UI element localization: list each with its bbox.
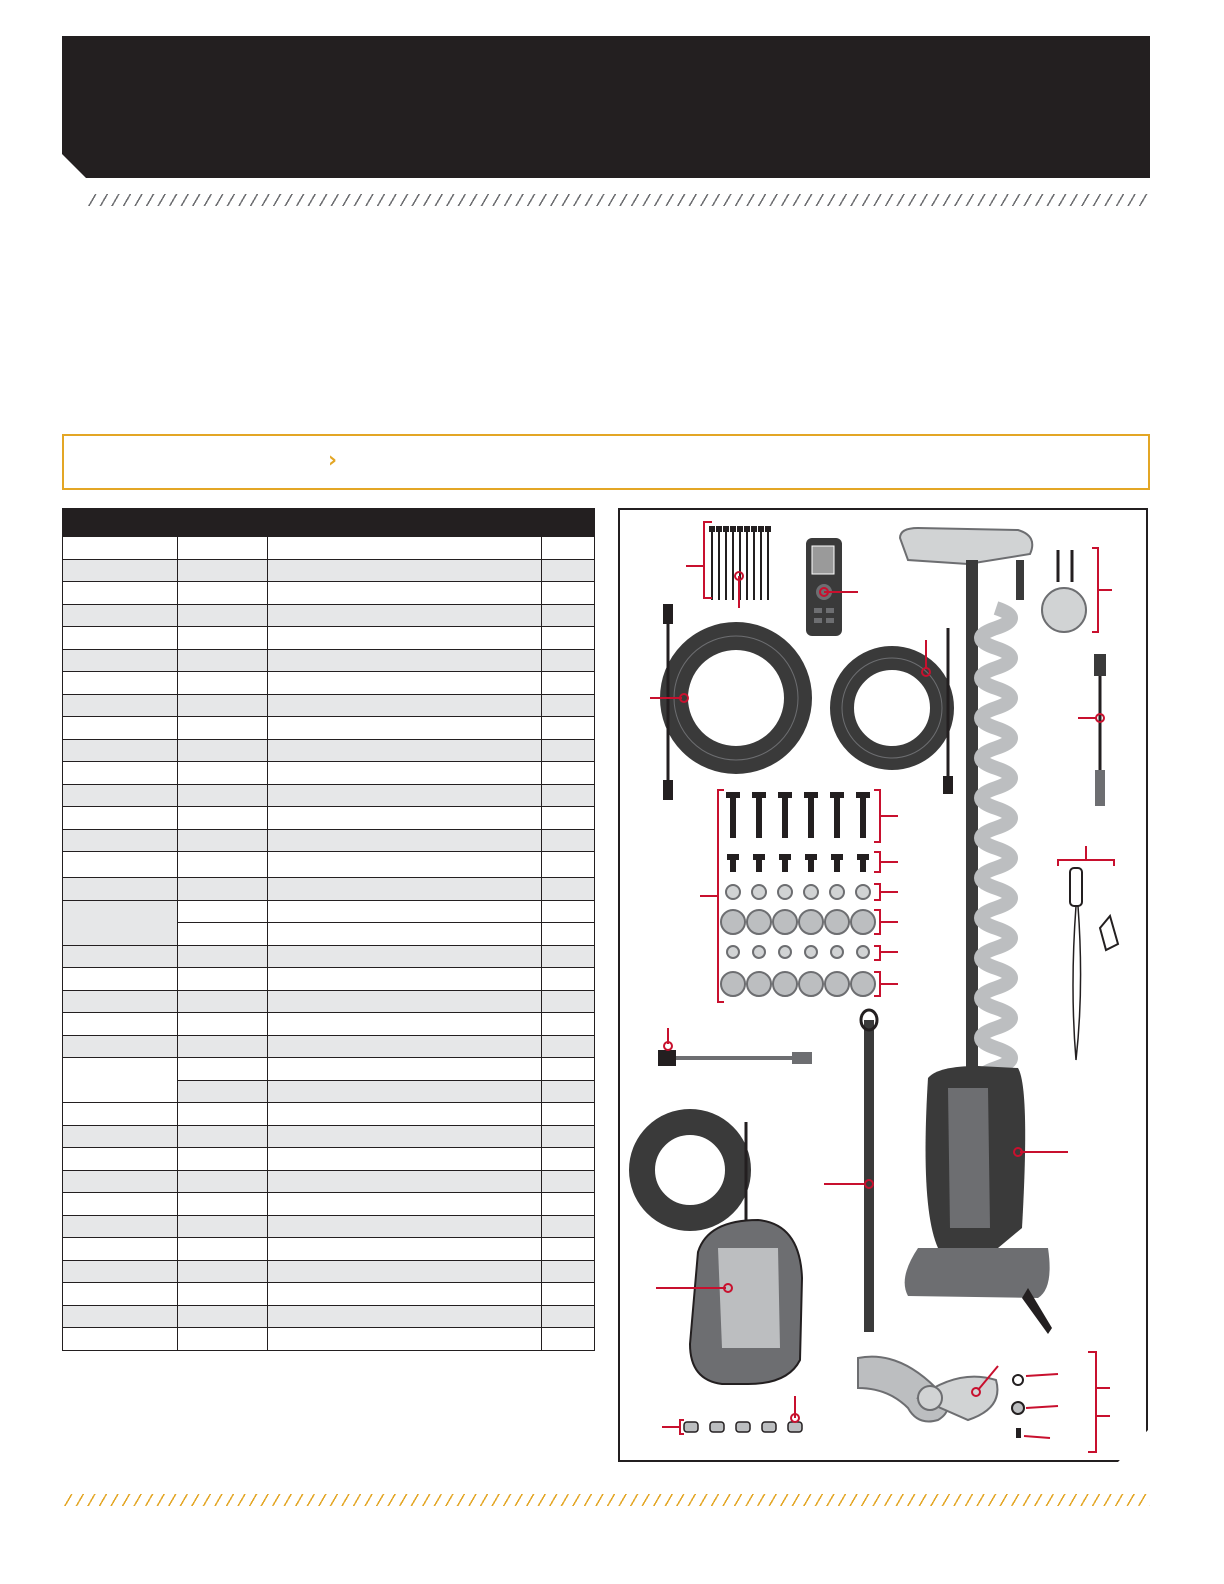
sensor-cable-icon — [658, 1050, 812, 1066]
table-row — [63, 1283, 595, 1306]
note-box — [62, 434, 1150, 490]
table-header-row — [63, 509, 595, 537]
table-row — [63, 1103, 595, 1126]
table-row — [63, 945, 595, 968]
table-row — [63, 829, 595, 852]
table-row — [63, 1215, 595, 1238]
strap-icon — [861, 1010, 877, 1332]
foot-pedal-icon — [642, 1122, 802, 1384]
table-row — [63, 1058, 595, 1081]
table-row — [63, 1148, 595, 1171]
divider-hatch-bottom — [64, 1494, 1150, 1506]
coiled-cord-icon — [981, 608, 1011, 1088]
table-row — [63, 1125, 595, 1148]
washers-icon — [721, 910, 875, 996]
table-row — [63, 582, 595, 605]
lanyard-icon — [1070, 868, 1118, 1060]
table-row — [63, 537, 595, 560]
table-row — [63, 694, 595, 717]
table-row — [63, 672, 595, 695]
table-row — [63, 1013, 595, 1036]
table-row — [63, 807, 595, 830]
table-row — [63, 717, 595, 740]
table-row — [63, 559, 595, 582]
bolts-icon — [726, 792, 870, 872]
trolling-motor-mount-icon — [905, 1066, 1052, 1334]
table-row — [63, 990, 595, 1013]
table-row — [63, 1170, 595, 1193]
table-row — [63, 1305, 595, 1328]
parts-diagram — [618, 508, 1148, 1462]
table-row — [63, 852, 595, 878]
mount-cover-icon — [1042, 550, 1086, 632]
table-row — [63, 604, 595, 627]
parts-table — [62, 508, 595, 1351]
table-row — [63, 900, 595, 923]
table-row — [63, 649, 595, 672]
table-row — [63, 762, 595, 785]
table-row — [63, 1193, 595, 1216]
divider-hatch-top — [88, 194, 1150, 206]
adapter-cable-icon — [1094, 654, 1106, 806]
column-header-item — [63, 509, 178, 537]
column-header-qty — [542, 509, 595, 537]
table-row — [63, 1035, 595, 1058]
propeller-icon — [858, 1357, 997, 1422]
table-row — [63, 1328, 595, 1351]
coiled-cable-right-icon — [842, 628, 953, 794]
table-row — [63, 1238, 595, 1261]
table-row — [63, 1260, 595, 1283]
table-row — [63, 627, 595, 650]
prop-hardware-icon — [1012, 1375, 1024, 1438]
column-header-description — [268, 509, 542, 537]
table-row — [63, 784, 595, 807]
table-row — [63, 968, 595, 991]
chevron-right-icon: › — [328, 448, 338, 473]
bumpers-icon — [684, 1422, 802, 1432]
table-row — [63, 739, 595, 762]
table-row — [63, 878, 595, 901]
column-header-part — [178, 509, 268, 537]
header-banner — [62, 36, 1150, 178]
